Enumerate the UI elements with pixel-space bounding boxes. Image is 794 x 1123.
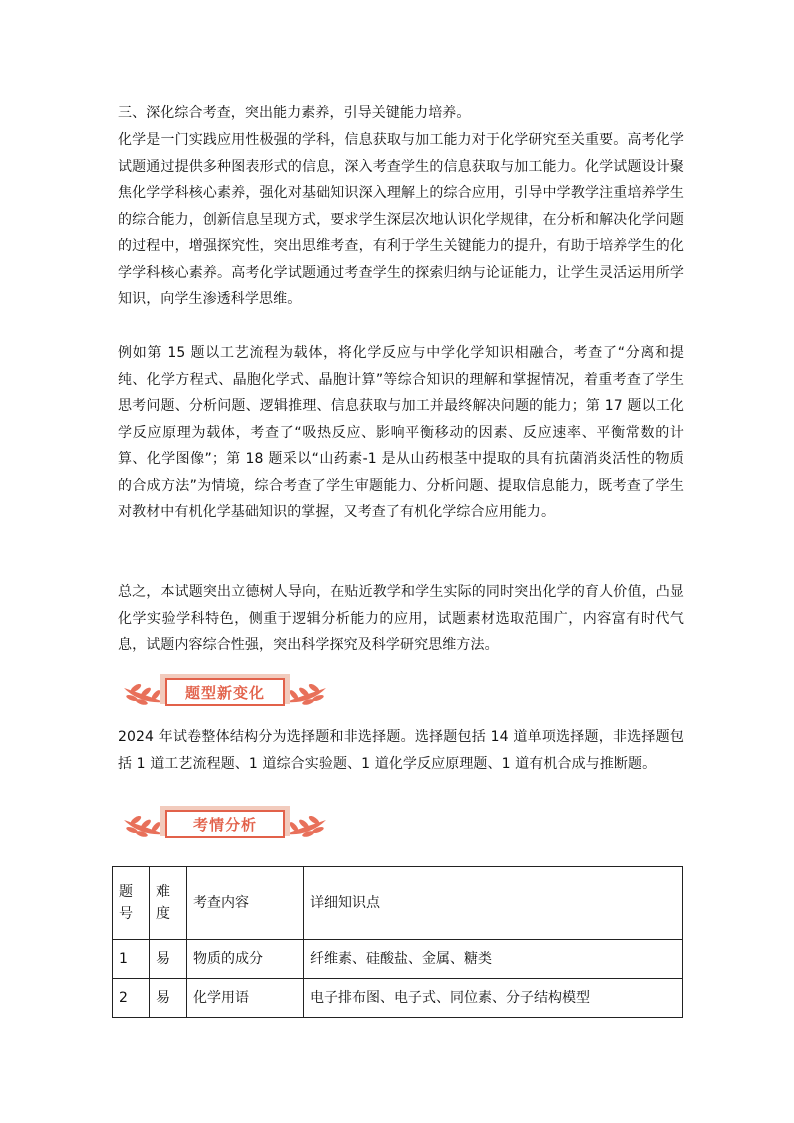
paper-structure-text: 2024 年试卷整体结构分为选择题和非选择题。选择题包括 14 道单项选择题，非选择题包括 1 道工艺流程题、1 道综合实验题、1 道化学反应原理题、1 道有机合成与推断题。 bbox=[118, 729, 684, 772]
cell-content: 化学用语 bbox=[187, 979, 304, 1018]
cell-question-number: 2 bbox=[113, 979, 150, 1018]
exam-analysis-table bbox=[112, 866, 683, 1018]
cell-difficulty: 易 bbox=[150, 979, 187, 1018]
cell-difficulty: 易 bbox=[150, 940, 187, 979]
cell-question-number: 1 bbox=[113, 940, 150, 979]
paragraph-intro: 化学是一门实践应用性极强的学科，信息获取与加工能力对于化学研究至关重要。高考化学试题通过提供多种图表形式的信息，深入考查学生的信息获取与加工能力。化学试题设计聚焦化学学科核心素养，强化对基础知识深入理解上的综合应用，引导中学教学注重培养学生的综合能力，创新信息呈现方式，要求学生深层次地认识化学规律，在分析和解决化学问题的过程中，增强探究性，突出思维考查，有利于学生关键能力的提升，有助于培养学生的化学学科核心素养。高考化学试题通过考查学生的探索归纳与论证能力，让学生灵活运用所学知识，向学生渗透科学思维。 bbox=[118, 132, 684, 307]
section-banner-question-type bbox=[120, 670, 330, 714]
paragraph-examples: 例如第 15 题以工艺流程为载体，将化学反应与中学化学知识相融合，考查了“分离和提纯、化学方程式、晶胞化学式、晶胞计算”等综合知识的理解和掌握情况，着重考查了学生思考问题、分析问题、逻辑推理、信息获取与加工并最终解决问题的能力；第 17 题以工化学反应原理为载体，考查了“吸热反应、影响平衡移动的因素、反应速率、平衡常数的计算、化学图像”；第 18 题采以“山药素-1 是从山药根茎中提取的具有抗菌消炎活性的物质的合成方法”为情境，综合考查了学生审题能力、分析问题、提取信息能力，既考查了学生对教材中有机化学基础知识的掌握，又考查了有机化学综合应用能力。 bbox=[118, 345, 684, 520]
header-difficulty: 难度 bbox=[150, 867, 187, 940]
banner-frame bbox=[160, 674, 290, 704]
section-banner-analysis bbox=[120, 802, 330, 846]
section-heading: 三、深化综合考查，突出能力素养，引导关键能力培养。 bbox=[118, 105, 471, 121]
laurel-left-icon bbox=[124, 814, 164, 837]
table-row bbox=[113, 979, 683, 1018]
table-row bbox=[113, 940, 683, 979]
banner-frame bbox=[160, 806, 290, 836]
header-knowledge-points: 详细知识点 bbox=[304, 867, 683, 940]
cell-knowledge-points: 纤维素、硅酸盐、金属、糖类 bbox=[304, 940, 683, 979]
paragraph-summary: 总之，本试题突出立德树人导向，在贴近教学和学生实际的同时突出化学的育人价值，凸显化学实验学科特色，侧重于逻辑分析能力的应用，试题素材选取范围广，内容富有时代气息，试题内容综合性强，突出科学探究及科学研究思维方法。 bbox=[118, 584, 684, 653]
banner-title: 考情分析 bbox=[165, 810, 285, 838]
cell-content: 物质的成分 bbox=[187, 940, 304, 979]
banner-title: 题型新变化 bbox=[165, 678, 285, 706]
laurel-right-icon bbox=[286, 814, 326, 837]
laurel-left-icon bbox=[124, 682, 164, 705]
cell-knowledge-points: 电子排布图、电子式、同位素、分子结构模型 bbox=[304, 979, 683, 1018]
header-content: 考查内容 bbox=[187, 867, 304, 940]
table-header-row bbox=[113, 867, 683, 940]
laurel-right-icon bbox=[286, 682, 326, 705]
header-question-number: 题号 bbox=[113, 867, 150, 940]
